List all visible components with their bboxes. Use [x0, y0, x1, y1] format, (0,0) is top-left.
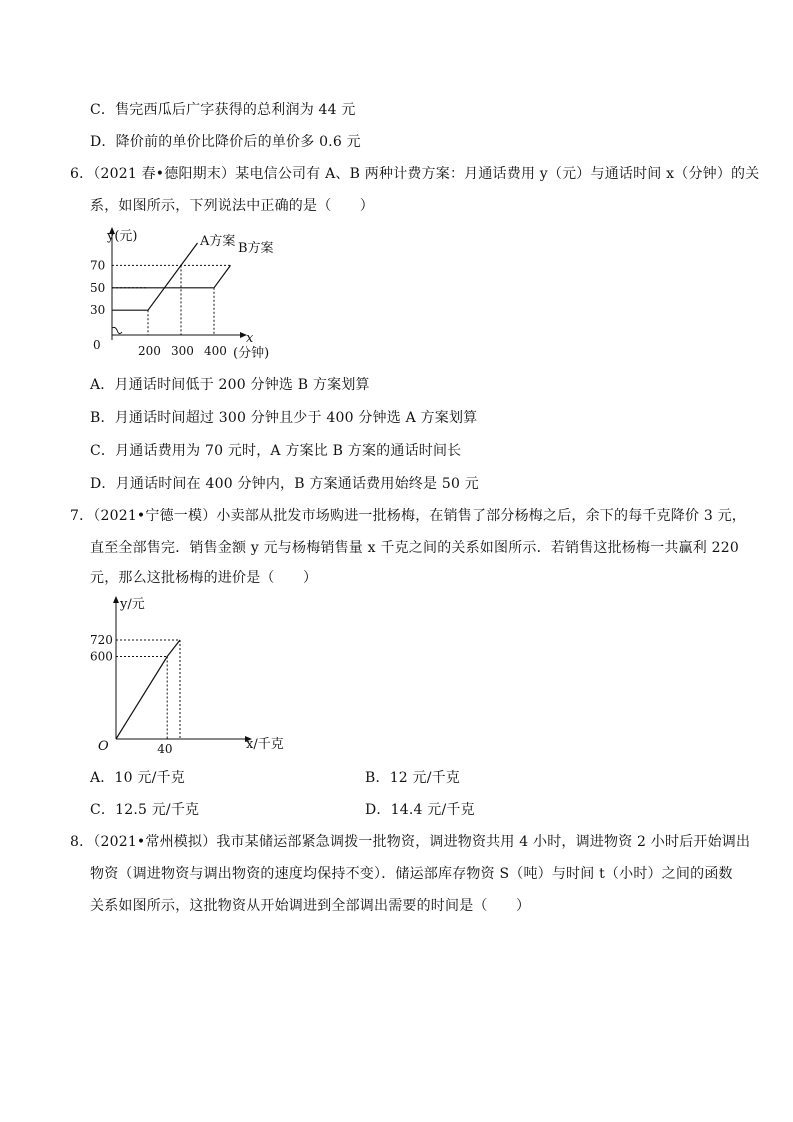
q7-stem-line2: 直至全部售完．销售金额 y 元与杨梅销售量 x 千克之间的关系如图所示．若销售这批杨梅一共赢利 220	[90, 540, 739, 556]
y-tick-label: 70	[90, 258, 106, 273]
q7-option-d: D．14.4 元/千克	[365, 802, 475, 818]
x-tick-label: 40	[157, 742, 173, 756]
q6-stem-line2: 系，如图所示，下列说法中正确的是（ ）	[90, 198, 374, 214]
q7-option-b: B．12 元/千克	[365, 770, 461, 786]
q7-option-a: A．10 元/千克	[90, 770, 185, 786]
q6-chart	[90, 225, 290, 360]
q8-stem-line2: 物资（调进物资与调出物资的速度均保持不变）．储运部库存物资 S（吨）与时间 t（小时）之间的函数	[90, 866, 733, 882]
q6-stem-line1: 6．（2021 春•德阳期末）某电信公司有 A、B 两种计费方案：月通话费用 y（元）与通话时间 x（分钟）的关	[70, 166, 760, 182]
origin-label: O	[98, 739, 109, 754]
q6-option-d: D．月通话时间在 400 分钟内，B 方案通话费用始终是 50 元	[90, 476, 479, 492]
y-axis-label: y(元)	[107, 229, 138, 244]
q8-stem-line1: 8．（2021•常州模拟）我市某储运部紧急调拨一批物资，调进物资共用 4 小时，调进物资 2 小时后开始调出	[70, 834, 751, 850]
q5-option-c: C．售完西瓜后广字获得的总利润为 44 元	[90, 102, 356, 118]
x-axis-unit: (分钟)	[233, 346, 270, 361]
series-b-line	[112, 265, 231, 287]
y-tick-label: 50	[90, 280, 106, 295]
series-b-label: B方案	[238, 241, 274, 256]
q7-stem-line1: 7．（2021•宁德一模）小卖部从批发市场购进一批杨梅，在销售了部分杨梅之后，余下的每千克降价 3 元，	[70, 508, 746, 524]
sales-line	[116, 640, 180, 739]
x-tick-label: 400	[204, 344, 227, 358]
q6-option-c: C．月通话费用为 70 元时，A 方案比 B 方案的通话时间长	[90, 443, 462, 459]
q7-stem-line3: 元，那么这批杨梅的进价是（ ）	[90, 570, 318, 586]
y-tick-label: 600	[90, 649, 113, 664]
y-axis-arrow	[113, 596, 119, 603]
series-a-label: A方案	[200, 234, 236, 249]
series-a-line	[112, 243, 198, 310]
origin-label: 0	[93, 338, 101, 352]
x-axis-label: x	[246, 331, 254, 346]
q6-option-b: B．月通话时间超过 300 分钟且少于 400 分钟选 A 方案划算	[90, 410, 478, 426]
q7-chart	[90, 592, 290, 757]
y-tick-label: 720	[90, 633, 113, 647]
q8-stem-line3: 关系如图所示，这批物资从开始调进到全部调出需要的时间是（ ）	[90, 898, 531, 914]
y-tick-label: 30	[90, 303, 106, 318]
q5-option-d: D．降价前的单价比降价后的单价多 0.6 元	[90, 134, 361, 150]
x-tick-label: 200	[138, 344, 161, 358]
x-tick-label: 300	[171, 344, 194, 358]
y-axis-label: y/元	[120, 597, 145, 612]
x-axis-label: x/千克	[246, 737, 284, 752]
q7-option-c: C．12.5 元/千克	[90, 802, 200, 818]
axis-break	[112, 327, 122, 333]
q6-option-a: A．月通话时间低于 200 分钟选 B 方案划算	[90, 377, 370, 393]
